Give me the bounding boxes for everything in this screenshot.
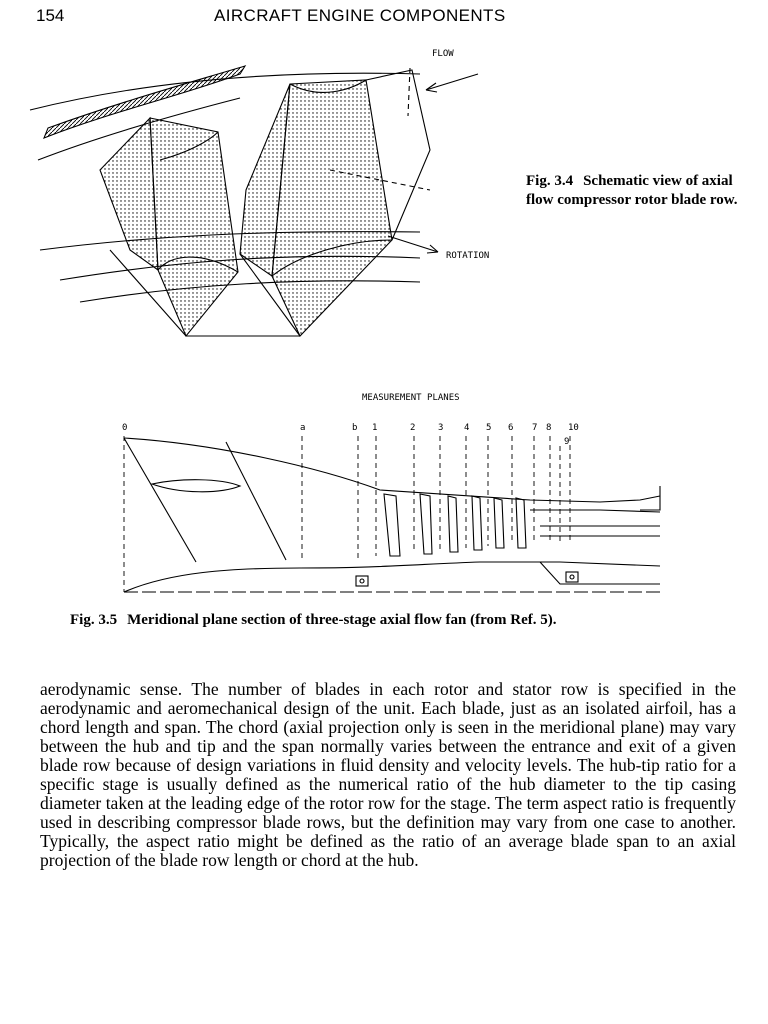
figure-3-4-label: Fig. 3.4 [526,173,574,189]
plane-label-3: 3 [438,423,444,433]
plane-label-1: 1 [372,423,378,433]
figure-3-4-caption-text: Schematic view of axial flow compressor rotor blade row. [526,173,738,208]
figure-3-5-label: Fig. 3.5 [70,612,118,628]
plane-label-a: a [300,423,306,433]
figure-3-5-drawing [0,386,700,606]
plane-label-group [122,423,579,447]
plane-label-b: b [352,423,358,433]
figure-3-4-caption [526,172,741,210]
plane-label-6: 6 [508,423,514,433]
plane-label-0: 0 [122,423,128,433]
body-paragraph: aerodynamic sense. The number of blades in each rotor and stator row is specified in the aerodynamic and aeromechanical design of the unit. Each blade, just as an isolated airfoil, has a chord length and span. The chord (axial projection only is seen in the meridional plane) may vary between the hub and tip and the span normally varies between the entrance and exit of a given blade row because of design variations in fluid density and velocity levels. The hub-tip ratio for a specific stage is usually defined as the numerical ratio of the hub diameter to the tip casing diameter taken at the leading edge of the rotor row for the stage. The term aspect ratio is frequently used in describing compressor blade rows, but the definition may vary from one case to another. Typically, the aspect ratio might be defined as the ratio of an average blade span to an axial projection of the blade row length or chord at the hub. [40,679,736,870]
plane-label-8: 8 [546,423,552,433]
measurement-planes-title: MEASUREMENT PLANES [362,393,460,403]
figure-3-5-caption [70,612,730,629]
plane-label-7: 7 [532,423,538,433]
plane-label-9: 9 [564,437,570,447]
plane-label-10: 10 [568,423,579,433]
plane-label-5: 5 [486,423,492,433]
page-number: 154 [36,6,65,25]
rotation-annotation: ROTATION [446,251,490,261]
plane-label-2: 2 [410,423,416,433]
flow-annotation: FLOW [432,49,454,59]
plane-label-4: 4 [464,423,470,433]
running-head: AIRCRAFT ENGINE COMPONENTS [214,6,506,25]
figure-3-4-drawing [0,40,520,350]
figure-3-5-caption-text: Meridional plane section of three-stage axial flow fan (from Ref. 5). [127,612,557,628]
